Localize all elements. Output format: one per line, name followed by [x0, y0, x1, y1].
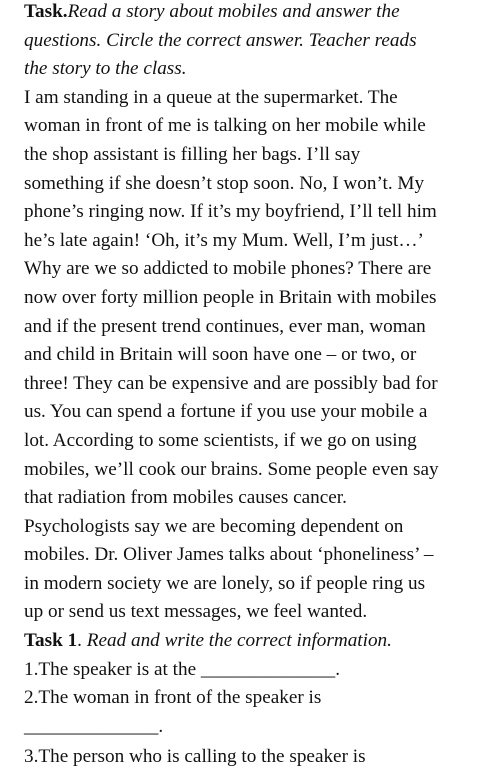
task-heading [24, 0, 476, 27]
task1-label: Task 1 [24, 630, 78, 652]
question-list [24, 656, 476, 772]
task-instruction-line: Read a story about mobiles and answer the [67, 1, 400, 22]
story-text [24, 84, 476, 627]
task-instruction-line: questions. Circle the correct answer. Teacher reads [24, 29, 417, 51]
question-1: 1.The speaker is at the ______________. [24, 658, 340, 680]
story-line: three! They can be expensive and are possibly bad for [24, 372, 438, 394]
story-line: mobiles. Dr. Oliver James talks about ‘phoneliness’ – [24, 544, 434, 566]
task1-heading [24, 627, 476, 656]
task1-instruction: Read and write the correct information. [86, 630, 392, 652]
story-line: that radiation from mobiles causes cancer. [24, 487, 347, 509]
question-2-blank: ______________. [24, 715, 164, 737]
story-line: phone’s ringing now. If it’s my boyfriend, I’ll tell him [24, 201, 437, 223]
story-line: us. You can spend a fortune if you use your mobile a [24, 401, 428, 423]
question-2: 2.The woman in front of the speaker is [24, 687, 322, 709]
task1-separator: . [77, 630, 87, 652]
story-line: the shop assistant is filling her bags. I’ll say [24, 143, 361, 165]
story-line: in modern society we are lonely, so if people ring us [24, 572, 426, 594]
story-line: Why are we so addicted to mobile phones? There are [24, 258, 432, 280]
story-line: up or send us text messages, we feel wanted. [24, 601, 368, 623]
story-line: Psychologists say we are becoming dependent on [24, 515, 404, 537]
worksheet-page [24, 0, 476, 772]
task-label: Task. [24, 1, 68, 22]
story-line: mobiles, we’ll cook our brains. Some people even say [24, 458, 439, 480]
story-line: and child in Britain will soon have one – or two, or [24, 344, 417, 366]
story-line: lot. According to some scientists, if we go on using [24, 429, 417, 451]
question-3: 3.The person who is calling to the speaker is [24, 746, 366, 768]
story-line: woman in front of me is talking on her mobile while [24, 115, 426, 137]
story-line: he’s late again! ‘Oh, it’s my Mum. Well, I’m just…’ [24, 229, 424, 251]
task-instruction-line: the story to the class. [24, 58, 187, 80]
story-line: now over forty million people in Britain with mobiles [24, 286, 437, 308]
story-line: I am standing in a queue at the supermarket. The [24, 86, 398, 108]
story-line: and if the present trend continues, ever man, woman [24, 315, 426, 337]
story-line: something if she doesn’t stop soon. No, I won’t. My [24, 172, 425, 194]
